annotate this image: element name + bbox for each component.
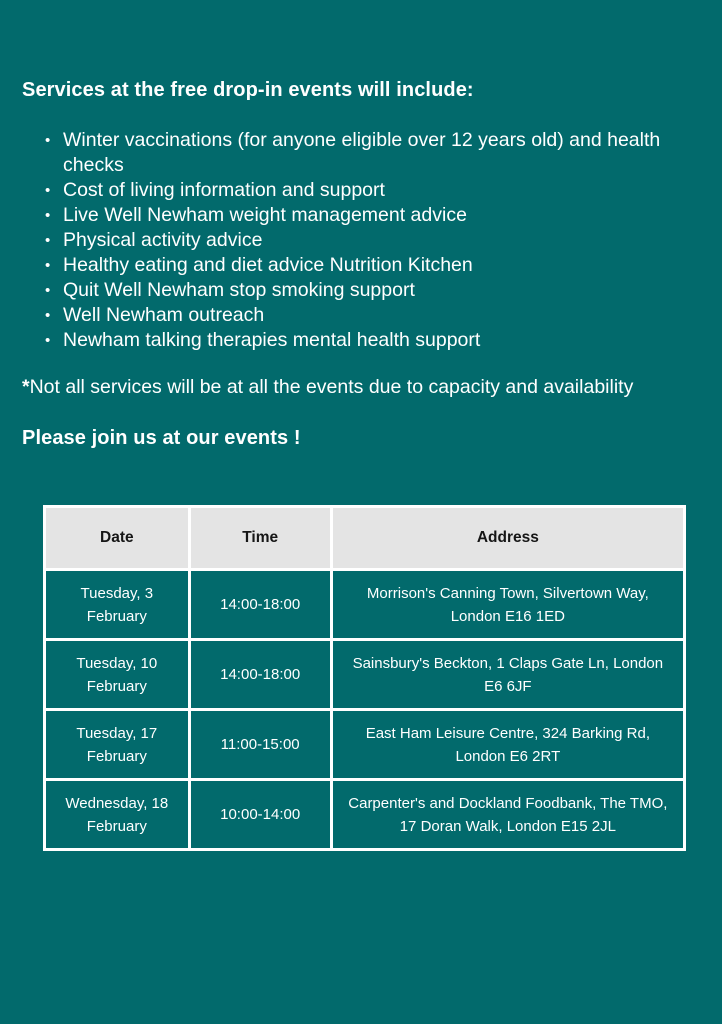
column-header-address: Address	[331, 507, 684, 570]
services-list	[22, 128, 698, 353]
list-item	[45, 328, 677, 353]
service-text: Healthy eating and diet advice Nutrition Kitchen	[63, 254, 473, 276]
bullet-icon: •	[45, 207, 51, 224]
event-time: 14:00-18:00	[189, 640, 331, 710]
list-item	[45, 178, 677, 203]
bullet-icon: •	[45, 307, 51, 324]
event-address: Sainsbury's Beckton, 1 Claps Gate Ln, London E6 6JF	[331, 640, 684, 710]
event-address: East Ham Leisure Centre, 324 Barking Rd, London E6 2RT	[331, 710, 684, 780]
list-item	[45, 203, 677, 228]
event-time: 10:00-14:00	[189, 780, 331, 850]
service-text: Quit Well Newham stop smoking support	[63, 279, 415, 301]
list-item	[45, 253, 677, 278]
list-item	[45, 228, 677, 253]
bullet-icon: •	[45, 232, 51, 249]
event-date: Tuesday, 17 February	[45, 710, 190, 780]
services-heading: Services at the free drop-in events will include:	[22, 79, 474, 101]
disclaimer-text	[22, 375, 642, 400]
cta-text: Please join us at our events !	[22, 427, 301, 449]
events-table-body	[45, 570, 685, 850]
table-row	[45, 570, 685, 640]
column-header-time: Time	[189, 507, 331, 570]
table-row	[45, 640, 685, 710]
event-date: Tuesday, 3 February	[45, 570, 190, 640]
event-date: Wednesday, 18 February	[45, 780, 190, 850]
disclaimer-body: Not all services will be at all the events due to capacity and availability	[29, 376, 634, 398]
bullet-icon: •	[45, 132, 51, 149]
event-time: 11:00-15:00	[189, 710, 331, 780]
service-text: Well Newham outreach	[63, 304, 265, 326]
events-table	[43, 505, 686, 851]
column-header-date: Date	[45, 507, 190, 570]
list-item	[45, 128, 677, 178]
service-text: Winter vaccinations (for anyone eligible over 12 years old) and health checks	[63, 129, 661, 176]
bullet-icon: •	[45, 332, 51, 349]
events-table-header	[45, 507, 685, 570]
service-text: Live Well Newham weight management advice	[63, 204, 467, 226]
service-text: Newham talking therapies mental health support	[63, 329, 481, 351]
header-row	[45, 507, 685, 570]
bullet-icon: •	[45, 182, 51, 199]
table-row	[45, 710, 685, 780]
event-time: 14:00-18:00	[189, 570, 331, 640]
table-row	[45, 780, 685, 850]
event-address: Morrison's Canning Town, Silvertown Way, London E16 1ED	[331, 570, 684, 640]
service-text: Cost of living information and support	[63, 179, 385, 201]
event-address: Carpenter's and Dockland Foodbank, The TMO, 17 Doran Walk, London E15 2JL	[331, 780, 684, 850]
disclaimer-asterisk: *	[22, 376, 30, 398]
bullet-icon: •	[45, 257, 51, 274]
service-text: Physical activity advice	[63, 229, 263, 251]
list-item	[45, 303, 677, 328]
bullet-icon: •	[45, 282, 51, 299]
list-item	[45, 278, 677, 303]
event-date: Tuesday, 10 February	[45, 640, 190, 710]
